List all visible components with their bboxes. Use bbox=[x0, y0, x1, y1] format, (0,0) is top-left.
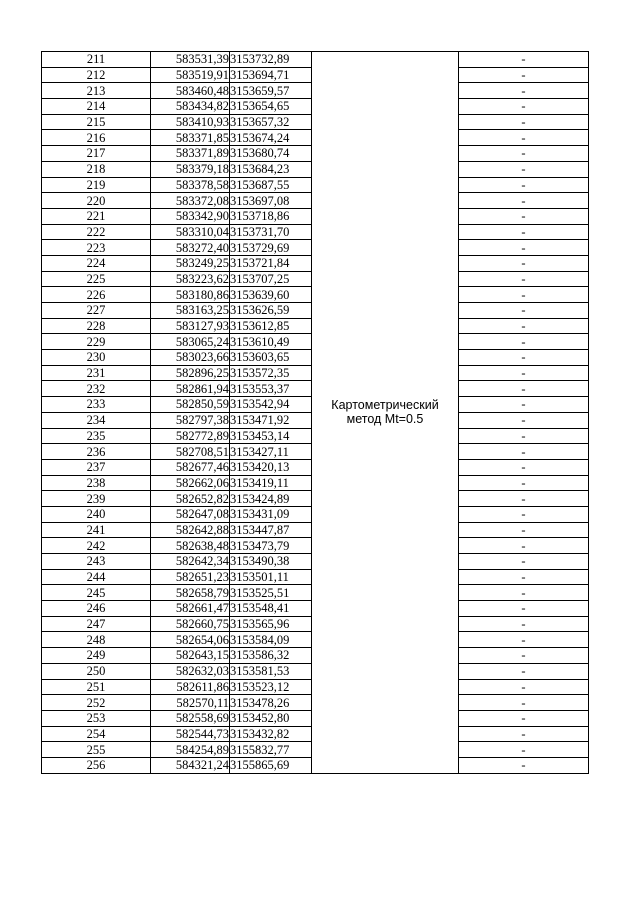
x-coordinate-cell: 582772,89 bbox=[151, 428, 230, 444]
x-coordinate-cell: 584321,24 bbox=[151, 757, 230, 773]
y-coordinate-cell: 3153542,94 bbox=[230, 397, 312, 413]
y-coordinate-cell: 3153553,37 bbox=[230, 381, 312, 397]
point-number-cell: 236 bbox=[42, 444, 151, 460]
y-coordinate-cell: 3153581,53 bbox=[230, 663, 312, 679]
error-value-cell: - bbox=[459, 710, 589, 726]
point-number-cell: 225 bbox=[42, 271, 151, 287]
x-coordinate-cell: 583223,62 bbox=[151, 271, 230, 287]
point-number-cell: 245 bbox=[42, 585, 151, 601]
point-number-cell: 252 bbox=[42, 695, 151, 711]
error-value-cell: - bbox=[459, 114, 589, 130]
method-line-2: метод Mt=0.5 bbox=[346, 412, 424, 427]
point-number-cell: 231 bbox=[42, 365, 151, 381]
error-value-cell: - bbox=[459, 193, 589, 209]
y-coordinate-cell: 3155832,77 bbox=[230, 742, 312, 758]
point-number-cell: 217 bbox=[42, 146, 151, 162]
error-value-cell: - bbox=[459, 177, 589, 193]
point-number-cell: 250 bbox=[42, 663, 151, 679]
error-value-cell: - bbox=[459, 428, 589, 444]
x-coordinate-cell: 582647,08 bbox=[151, 506, 230, 522]
point-number-cell: 240 bbox=[42, 506, 151, 522]
point-number-cell: 246 bbox=[42, 601, 151, 617]
point-number-cell: 218 bbox=[42, 161, 151, 177]
x-coordinate-cell: 582677,46 bbox=[151, 459, 230, 475]
point-number-cell: 215 bbox=[42, 114, 151, 130]
error-value-cell: - bbox=[459, 240, 589, 256]
y-coordinate-cell: 3153654,65 bbox=[230, 99, 312, 115]
y-coordinate-cell: 3153731,70 bbox=[230, 224, 312, 240]
method-line-1: Картометрический bbox=[331, 398, 439, 413]
point-number-cell: 243 bbox=[42, 554, 151, 570]
point-number-cell: 219 bbox=[42, 177, 151, 193]
error-value-cell: - bbox=[459, 255, 589, 271]
point-number-cell: 233 bbox=[42, 397, 151, 413]
y-coordinate-cell: 3153419,11 bbox=[230, 475, 312, 491]
x-coordinate-cell: 583372,08 bbox=[151, 193, 230, 209]
error-value-cell: - bbox=[459, 146, 589, 162]
y-coordinate-cell: 3153626,59 bbox=[230, 303, 312, 319]
y-coordinate-cell: 3153612,85 bbox=[230, 318, 312, 334]
error-value-cell: - bbox=[459, 538, 589, 554]
method-cell bbox=[312, 52, 459, 774]
y-coordinate-cell: 3155865,69 bbox=[230, 757, 312, 773]
x-coordinate-cell: 583531,39 bbox=[151, 52, 230, 68]
x-coordinate-cell: 583065,24 bbox=[151, 334, 230, 350]
y-coordinate-cell: 3153694,71 bbox=[230, 67, 312, 83]
error-value-cell: - bbox=[459, 444, 589, 460]
y-coordinate-cell: 3153659,57 bbox=[230, 83, 312, 99]
point-number-cell: 221 bbox=[42, 208, 151, 224]
table-row bbox=[42, 52, 589, 68]
y-coordinate-cell: 3153684,23 bbox=[230, 161, 312, 177]
y-coordinate-cell: 3153584,09 bbox=[230, 632, 312, 648]
x-coordinate-cell: 582896,25 bbox=[151, 365, 230, 381]
point-number-cell: 232 bbox=[42, 381, 151, 397]
error-value-cell: - bbox=[459, 208, 589, 224]
x-coordinate-cell: 582662,06 bbox=[151, 475, 230, 491]
error-value-cell: - bbox=[459, 616, 589, 632]
y-coordinate-cell: 3153603,65 bbox=[230, 350, 312, 366]
error-value-cell: - bbox=[459, 397, 589, 413]
x-coordinate-cell: 582638,48 bbox=[151, 538, 230, 554]
error-value-cell: - bbox=[459, 522, 589, 538]
x-coordinate-cell: 583410,93 bbox=[151, 114, 230, 130]
y-coordinate-cell: 3153729,69 bbox=[230, 240, 312, 256]
point-number-cell: 239 bbox=[42, 491, 151, 507]
point-number-cell: 249 bbox=[42, 648, 151, 664]
error-value-cell: - bbox=[459, 726, 589, 742]
error-value-cell: - bbox=[459, 271, 589, 287]
y-coordinate-cell: 3153674,24 bbox=[230, 130, 312, 146]
point-number-cell: 213 bbox=[42, 83, 151, 99]
point-number-cell: 216 bbox=[42, 130, 151, 146]
y-coordinate-cell: 3153657,32 bbox=[230, 114, 312, 130]
coordinates-table-body bbox=[42, 52, 589, 774]
point-number-cell: 256 bbox=[42, 757, 151, 773]
x-coordinate-cell: 583272,40 bbox=[151, 240, 230, 256]
x-coordinate-cell: 582661,47 bbox=[151, 601, 230, 617]
x-coordinate-cell: 583379,18 bbox=[151, 161, 230, 177]
document-page bbox=[41, 51, 589, 774]
error-value-cell: - bbox=[459, 585, 589, 601]
error-value-cell: - bbox=[459, 475, 589, 491]
error-value-cell: - bbox=[459, 303, 589, 319]
error-value-cell: - bbox=[459, 648, 589, 664]
x-coordinate-cell: 582861,94 bbox=[151, 381, 230, 397]
x-coordinate-cell: 583378,58 bbox=[151, 177, 230, 193]
y-coordinate-cell: 3153453,14 bbox=[230, 428, 312, 444]
x-coordinate-cell: 583342,90 bbox=[151, 208, 230, 224]
x-coordinate-cell: 583023,66 bbox=[151, 350, 230, 366]
error-value-cell: - bbox=[459, 695, 589, 711]
point-number-cell: 227 bbox=[42, 303, 151, 319]
x-coordinate-cell: 582643,15 bbox=[151, 648, 230, 664]
error-value-cell: - bbox=[459, 130, 589, 146]
x-coordinate-cell: 582708,51 bbox=[151, 444, 230, 460]
y-coordinate-cell: 3153447,87 bbox=[230, 522, 312, 538]
point-number-cell: 211 bbox=[42, 52, 151, 68]
y-coordinate-cell: 3153732,89 bbox=[230, 52, 312, 68]
x-coordinate-cell: 582850,59 bbox=[151, 397, 230, 413]
x-coordinate-cell: 582544,73 bbox=[151, 726, 230, 742]
error-value-cell: - bbox=[459, 99, 589, 115]
x-coordinate-cell: 583371,89 bbox=[151, 146, 230, 162]
error-value-cell: - bbox=[459, 350, 589, 366]
x-coordinate-cell: 582642,34 bbox=[151, 554, 230, 570]
error-value-cell: - bbox=[459, 318, 589, 334]
error-value-cell: - bbox=[459, 381, 589, 397]
point-number-cell: 248 bbox=[42, 632, 151, 648]
point-number-cell: 235 bbox=[42, 428, 151, 444]
y-coordinate-cell: 3153680,74 bbox=[230, 146, 312, 162]
x-coordinate-cell: 582660,75 bbox=[151, 616, 230, 632]
y-coordinate-cell: 3153721,84 bbox=[230, 255, 312, 271]
error-value-cell: - bbox=[459, 601, 589, 617]
error-value-cell: - bbox=[459, 663, 589, 679]
error-value-cell: - bbox=[459, 161, 589, 177]
y-coordinate-cell: 3153610,49 bbox=[230, 334, 312, 350]
coordinates-table bbox=[41, 51, 589, 774]
error-value-cell: - bbox=[459, 365, 589, 381]
point-number-cell: 226 bbox=[42, 287, 151, 303]
y-coordinate-cell: 3153478,26 bbox=[230, 695, 312, 711]
y-coordinate-cell: 3153565,96 bbox=[230, 616, 312, 632]
x-coordinate-cell: 582558,69 bbox=[151, 710, 230, 726]
y-coordinate-cell: 3153525,51 bbox=[230, 585, 312, 601]
point-number-cell: 224 bbox=[42, 255, 151, 271]
x-coordinate-cell: 583460,48 bbox=[151, 83, 230, 99]
y-coordinate-cell: 3153586,32 bbox=[230, 648, 312, 664]
error-value-cell: - bbox=[459, 334, 589, 350]
point-number-cell: 212 bbox=[42, 67, 151, 83]
point-number-cell: 247 bbox=[42, 616, 151, 632]
x-coordinate-cell: 582651,23 bbox=[151, 569, 230, 585]
error-value-cell: - bbox=[459, 67, 589, 83]
y-coordinate-cell: 3153501,11 bbox=[230, 569, 312, 585]
error-value-cell: - bbox=[459, 83, 589, 99]
error-value-cell: - bbox=[459, 459, 589, 475]
error-value-cell: - bbox=[459, 632, 589, 648]
error-value-cell: - bbox=[459, 757, 589, 773]
error-value-cell: - bbox=[459, 742, 589, 758]
point-number-cell: 242 bbox=[42, 538, 151, 554]
point-number-cell: 222 bbox=[42, 224, 151, 240]
point-number-cell: 230 bbox=[42, 350, 151, 366]
y-coordinate-cell: 3153452,80 bbox=[230, 710, 312, 726]
error-value-cell: - bbox=[459, 412, 589, 428]
point-number-cell: 241 bbox=[42, 522, 151, 538]
point-number-cell: 223 bbox=[42, 240, 151, 256]
y-coordinate-cell: 3153572,35 bbox=[230, 365, 312, 381]
x-coordinate-cell: 582797,38 bbox=[151, 412, 230, 428]
x-coordinate-cell: 583127,93 bbox=[151, 318, 230, 334]
y-coordinate-cell: 3153424,89 bbox=[230, 491, 312, 507]
x-coordinate-cell: 582611,86 bbox=[151, 679, 230, 695]
y-coordinate-cell: 3153432,82 bbox=[230, 726, 312, 742]
error-value-cell: - bbox=[459, 52, 589, 68]
x-coordinate-cell: 583310,04 bbox=[151, 224, 230, 240]
point-number-cell: 229 bbox=[42, 334, 151, 350]
error-value-cell: - bbox=[459, 569, 589, 585]
y-coordinate-cell: 3153707,25 bbox=[230, 271, 312, 287]
point-number-cell: 214 bbox=[42, 99, 151, 115]
point-number-cell: 220 bbox=[42, 193, 151, 209]
error-value-cell: - bbox=[459, 224, 589, 240]
x-coordinate-cell: 582658,79 bbox=[151, 585, 230, 601]
y-coordinate-cell: 3153548,41 bbox=[230, 601, 312, 617]
y-coordinate-cell: 3153420,13 bbox=[230, 459, 312, 475]
point-number-cell: 238 bbox=[42, 475, 151, 491]
point-number-cell: 255 bbox=[42, 742, 151, 758]
x-coordinate-cell: 583163,25 bbox=[151, 303, 230, 319]
error-value-cell: - bbox=[459, 679, 589, 695]
x-coordinate-cell: 583519,91 bbox=[151, 67, 230, 83]
x-coordinate-cell: 582642,88 bbox=[151, 522, 230, 538]
x-coordinate-cell: 583249,25 bbox=[151, 255, 230, 271]
x-coordinate-cell: 583371,85 bbox=[151, 130, 230, 146]
y-coordinate-cell: 3153687,55 bbox=[230, 177, 312, 193]
y-coordinate-cell: 3153427,11 bbox=[230, 444, 312, 460]
y-coordinate-cell: 3153473,79 bbox=[230, 538, 312, 554]
point-number-cell: 237 bbox=[42, 459, 151, 475]
y-coordinate-cell: 3153490,38 bbox=[230, 554, 312, 570]
x-coordinate-cell: 583434,82 bbox=[151, 99, 230, 115]
x-coordinate-cell: 582652,82 bbox=[151, 491, 230, 507]
point-number-cell: 253 bbox=[42, 710, 151, 726]
y-coordinate-cell: 3153471,92 bbox=[230, 412, 312, 428]
point-number-cell: 244 bbox=[42, 569, 151, 585]
point-number-cell: 228 bbox=[42, 318, 151, 334]
y-coordinate-cell: 3153639,60 bbox=[230, 287, 312, 303]
point-number-cell: 254 bbox=[42, 726, 151, 742]
y-coordinate-cell: 3153431,09 bbox=[230, 506, 312, 522]
y-coordinate-cell: 3153697,08 bbox=[230, 193, 312, 209]
error-value-cell: - bbox=[459, 491, 589, 507]
x-coordinate-cell: 583180,86 bbox=[151, 287, 230, 303]
x-coordinate-cell: 584254,89 bbox=[151, 742, 230, 758]
y-coordinate-cell: 3153718,86 bbox=[230, 208, 312, 224]
y-coordinate-cell: 3153523,12 bbox=[230, 679, 312, 695]
point-number-cell: 251 bbox=[42, 679, 151, 695]
x-coordinate-cell: 582570,11 bbox=[151, 695, 230, 711]
error-value-cell: - bbox=[459, 554, 589, 570]
error-value-cell: - bbox=[459, 287, 589, 303]
x-coordinate-cell: 582654,06 bbox=[151, 632, 230, 648]
error-value-cell: - bbox=[459, 506, 589, 522]
point-number-cell: 234 bbox=[42, 412, 151, 428]
x-coordinate-cell: 582632,03 bbox=[151, 663, 230, 679]
